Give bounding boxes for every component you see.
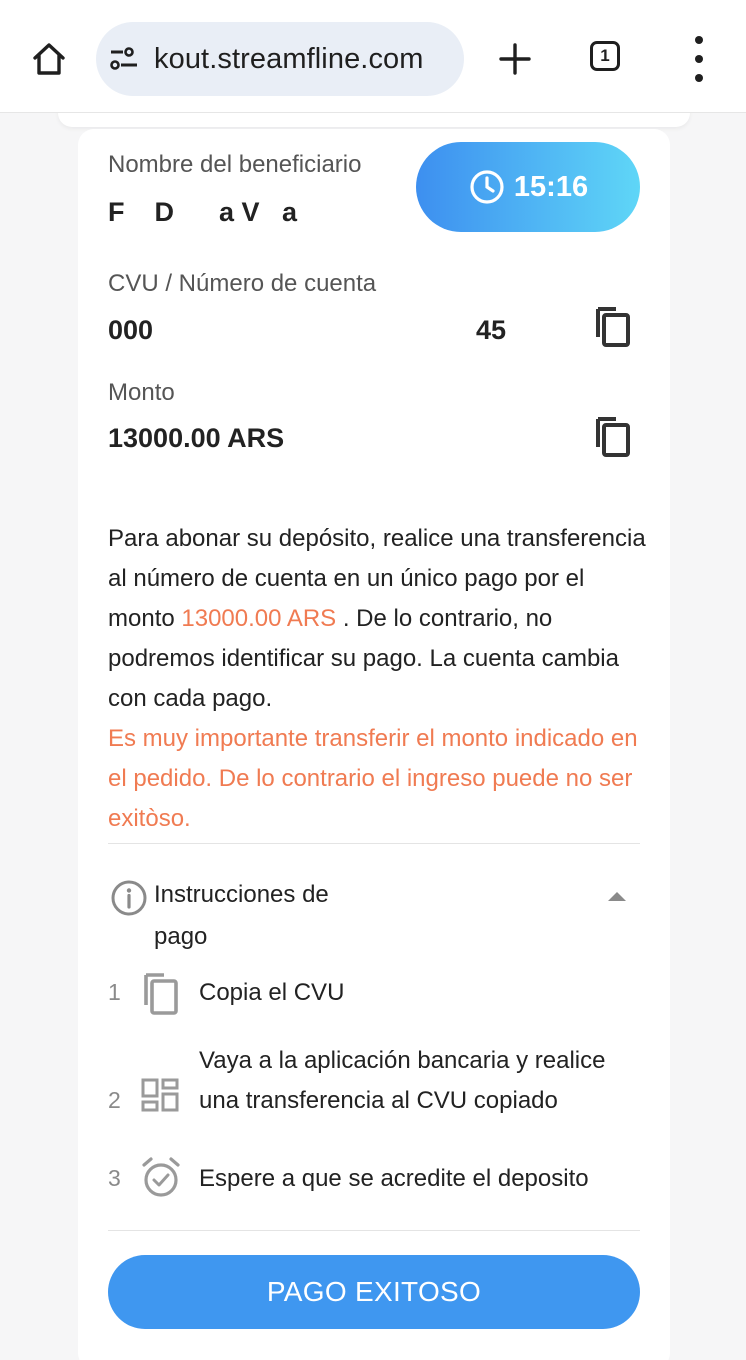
timer-value: 15:16 (513, 170, 589, 203)
payment-success-button[interactable]: PAGO EXITOSO (108, 1255, 640, 1329)
step-number: 3 (108, 1165, 121, 1191)
step-item (108, 1041, 648, 1131)
divider (108, 843, 640, 844)
site-info-icon[interactable] (108, 44, 140, 74)
bank-app-icon (140, 1077, 180, 1117)
tab-switcher-button[interactable]: 1 (590, 41, 620, 71)
copy-icon (140, 971, 182, 1017)
more-menu-button[interactable] (686, 36, 712, 82)
address-bar[interactable] (96, 22, 464, 96)
step-number: 2 (108, 1087, 121, 1113)
beneficiary-name: F D a V a (108, 197, 298, 227)
beneficiary-label: Nombre del beneficiario (108, 151, 362, 178)
home-button[interactable] (22, 32, 76, 86)
instructions-part2: . De lo contrario, no podremos identificar su pago. La cuenta cambia con cada pago. (108, 605, 619, 712)
alarm-check-icon (140, 1155, 182, 1199)
step-text: Vaya a la aplicación bancaria y realice una transferencia al CVU copiado (199, 1047, 606, 1114)
step-item (108, 971, 648, 1021)
info-icon (110, 879, 148, 917)
amount-label: Monto (108, 379, 175, 406)
instructions-toggle[interactable] (108, 874, 640, 964)
more-dot-icon (695, 55, 703, 63)
new-tab-button[interactable] (490, 34, 540, 84)
page-body (0, 113, 746, 1360)
url-text[interactable]: kout.streamfline.com (154, 43, 424, 75)
step-item (108, 1155, 648, 1205)
copy-amount-icon[interactable] (592, 415, 634, 459)
deposit-instructions-text (108, 519, 648, 719)
countdown-timer (416, 142, 640, 232)
more-dot-icon (695, 36, 703, 44)
browser-toolbar (0, 0, 746, 113)
step-text: Espere a que se acredite el deposito (199, 1165, 589, 1192)
account-label: CVU / Número de cuenta (108, 270, 377, 297)
more-dot-icon (695, 74, 703, 82)
divider (108, 1230, 640, 1231)
step-text: Copia el CVU (199, 979, 345, 1006)
instructions-title: Instrucciones de pago (154, 881, 329, 950)
account-number-start: 000 (108, 315, 154, 345)
account-number-end: 45 (476, 315, 507, 345)
redaction-mask (166, 311, 466, 351)
instructions-part1: Para abonar su depósito, realice una transferencia al número de cuenta en un único pago por el monto (108, 525, 646, 632)
payment-card (78, 129, 670, 1360)
clock-icon (468, 168, 506, 206)
chevron-up-icon (608, 892, 626, 901)
warning-text: Es muy importante transferir el monto indicado en el pedido. De lo contrario el ingreso puede no ser exitòso. (108, 725, 638, 832)
home-icon (29, 39, 69, 79)
previous-card-edge (58, 113, 690, 127)
plus-icon (498, 42, 532, 76)
copy-account-icon[interactable] (592, 305, 634, 349)
step-number: 1 (108, 979, 121, 1005)
instructions-amount: 13000.00 ARS (181, 605, 337, 632)
amount-value: 13000.00 ARS (108, 423, 285, 453)
